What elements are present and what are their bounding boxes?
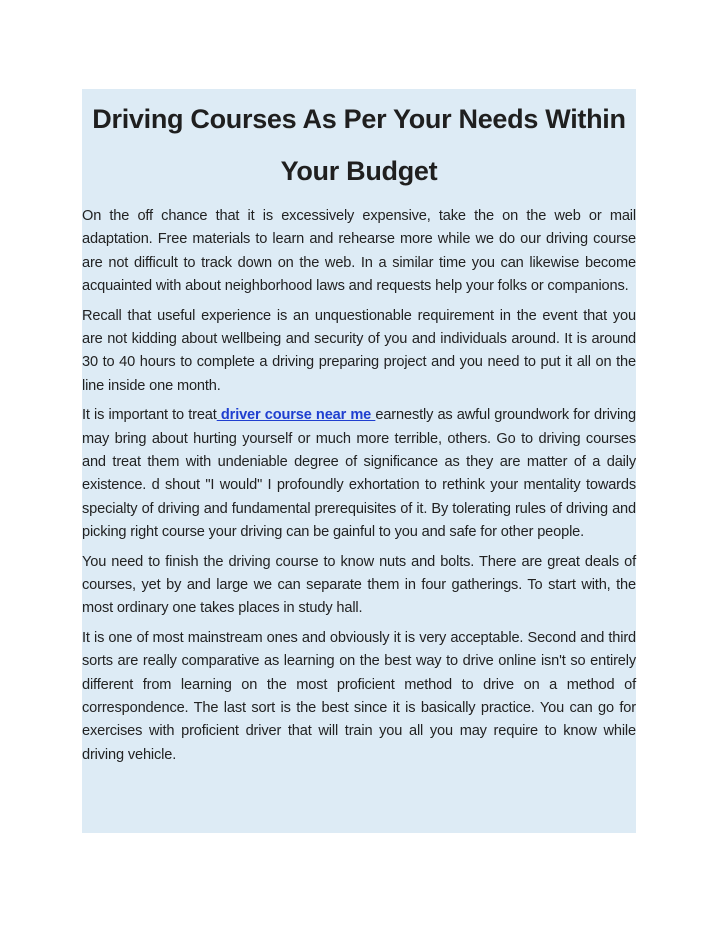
- document-panel: [82, 89, 636, 833]
- document-title: Driving Courses As Per Your Needs Within Your Budget: [92, 104, 626, 186]
- paragraph-3-intro: It is important to treat: [82, 407, 217, 424]
- paragraph-2: Recall that useful experience is an unquestionable requirement in the event that you are not kidding about wellbeing and security of you and individuals around. It is around 30 to 40 hours to complete a driving preparing project and you need to put it all on the line inside one month.: [82, 307, 636, 394]
- paragraph-5: It is one of most mainstream ones and obviously it is very acceptable. Second and third sorts are really comparative as learning on the best way to drive online isn't so entirely different from learning on the most proficient method to drive on a method of correspondence. The last sort is the best since it is basically practice. You can go for exercises with proficient driver that will train you all you may require to know while driving vehicle.: [82, 630, 636, 763]
- document-body: [82, 205, 636, 773]
- paragraph-1: On the off chance that it is excessively expensive, take the on the web or mail adaptation. Free materials to learn and rehearse more while we do our driving course are not difficult to track down on the web. In a similar time you can likewise become acquainted with about neighborhood laws and requests help your folks or companions.: [82, 208, 636, 294]
- driver-course-link[interactable]: driver course near me: [216, 407, 376, 424]
- paragraph-4: You need to finish the driving course to know nuts and bolts. There are great deals of courses, yet by and large we can separate them in four gatherings. To start with, the most ordinary one takes places in study hall.: [82, 553, 636, 617]
- paragraph-3-rest: earnestly as awful groundwork for driving may bring about hurting yourself or much more terrible, others. Go to driving courses and treat them with undeniable degree of significance as they are matter of a daily existence. d shout "I would" I profoundly exhortation to rethink your mentality towards specialty of driving and fundamental prerequisites of it. By tolerating rules of driving and picking right course your driving can be gainful to you and safe for other people.: [82, 407, 636, 540]
- paragraph-3: [82, 404, 636, 544]
